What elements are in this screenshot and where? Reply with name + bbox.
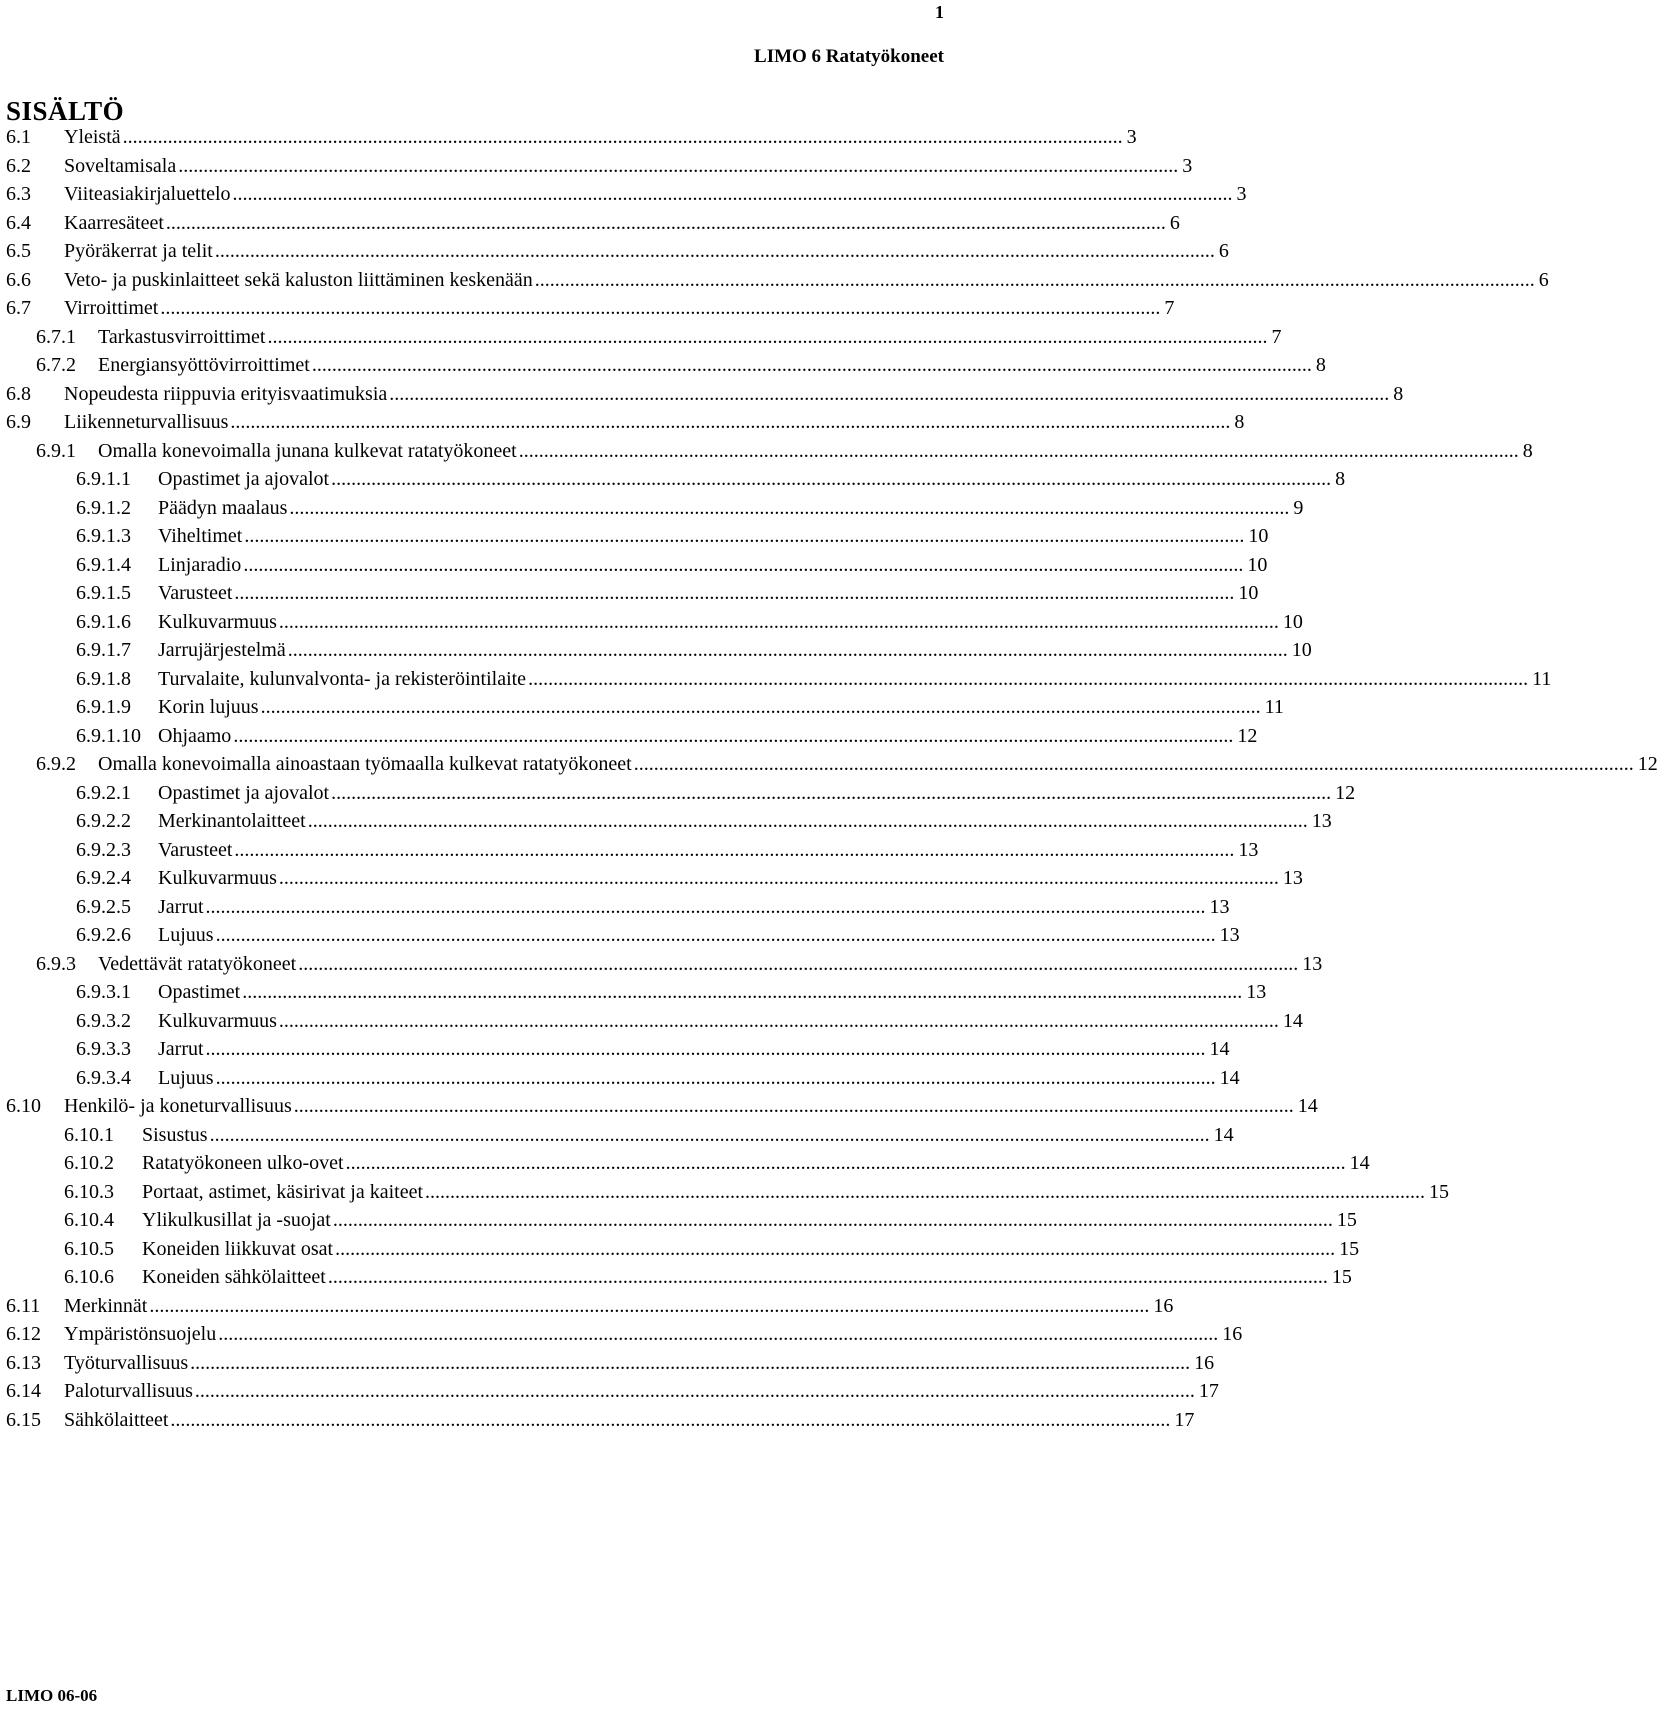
toc-entry-number: 6.9.2.1 bbox=[76, 781, 131, 804]
toc-entry-page: 14 bbox=[1213, 1123, 1234, 1146]
toc-dot-leader: ........................................................................................................................................................................................................ bbox=[205, 1038, 1206, 1060]
toc-entry-title: Omalla konevoimalla junana kulkevat ratatyökoneet bbox=[98, 439, 517, 462]
toc-dot-leader: ........................................................................................................................................................................................................ bbox=[190, 1351, 1191, 1374]
toc-entry-title: Opastimet ja ajovalot bbox=[158, 781, 330, 804]
toc-entry-number: 6.11 bbox=[6, 1294, 41, 1317]
toc-entry-page: 3 bbox=[1126, 126, 1137, 148]
toc-entry-title: Energiansyöttövirroittimet bbox=[98, 354, 310, 376]
toc-entry-page: 11 bbox=[1264, 696, 1284, 718]
toc-entry-page: 12 bbox=[1237, 724, 1258, 747]
toc-entry-title: Jarrujärjestelmä bbox=[158, 639, 286, 661]
toc-entry-title: Liikenneturvallisuus bbox=[64, 411, 229, 433]
toc-entry[interactable] bbox=[76, 610, 1303, 639]
toc-entry-number: 6.6 bbox=[6, 268, 31, 291]
toc-entry-title: Työturvallisuus bbox=[64, 1351, 189, 1374]
toc-entry-number: 6.9.3 bbox=[36, 952, 76, 975]
toc-entry-number: 6.9.2.6 bbox=[76, 924, 131, 946]
toc-entry-page: 11 bbox=[1532, 667, 1552, 690]
toc-entry-page: 10 bbox=[1247, 553, 1268, 576]
toc-entry-title: Kulkuvarmuus bbox=[158, 610, 277, 633]
toc-entry-page: 14 bbox=[1297, 1095, 1318, 1117]
toc-entry[interactable] bbox=[76, 1009, 1303, 1038]
toc-entry[interactable] bbox=[6, 1408, 1195, 1437]
toc-entry[interactable] bbox=[76, 582, 1259, 610]
toc-entry-number: 6.1 bbox=[6, 126, 31, 148]
toc-entry-title: Varusteet bbox=[158, 582, 233, 604]
toc-entry-number: 6.9.3.1 bbox=[76, 981, 131, 1003]
toc-entry-number: 6.9.1.6 bbox=[76, 610, 131, 633]
toc-entry[interactable] bbox=[36, 325, 1282, 354]
toc-entry-page: 13 bbox=[1246, 981, 1267, 1003]
toc-entry[interactable] bbox=[76, 867, 1303, 895]
toc-dot-leader: ........................................................................................................................................................................................................ bbox=[287, 639, 1288, 661]
toc-entry-title: Jarrut bbox=[158, 1038, 204, 1060]
toc-entry-number: 6.5 bbox=[6, 240, 31, 262]
toc-entry-title: Sisustus bbox=[142, 1123, 208, 1146]
toc-entry-number: 6.10.2 bbox=[64, 1152, 114, 1174]
toc-entry-number: 6.10.6 bbox=[64, 1266, 114, 1288]
toc-entry-title: Virroittimet bbox=[64, 297, 159, 319]
toc-dot-leader: ........................................................................................................................................................................................................ bbox=[534, 268, 1535, 291]
toc-entry-page: 7 bbox=[1271, 325, 1282, 348]
toc-entry-title: Koneiden sähkölaitteet bbox=[142, 1266, 326, 1288]
toc-dot-leader: ........................................................................................................................................................................................................ bbox=[218, 1323, 1219, 1345]
toc-entry-number: 6.9.1.7 bbox=[76, 639, 131, 661]
toc-entry[interactable] bbox=[76, 496, 1304, 525]
toc-entry-title: Ohjaamo bbox=[158, 724, 232, 747]
toc-entry-title: Opastimet ja ajovalot bbox=[158, 468, 330, 490]
toc-entry[interactable] bbox=[76, 895, 1230, 924]
toc-dot-leader: ........................................................................................................................................................................................................ bbox=[335, 1237, 1336, 1260]
toc-entry-page: 13 bbox=[1219, 924, 1240, 946]
toc-dot-leader: ........................................................................................................................................................................................................ bbox=[528, 667, 1529, 690]
toc-entry-number: 6.13 bbox=[6, 1351, 41, 1374]
document-header-title: LIMO 6 Ratatyökoneet bbox=[754, 46, 944, 67]
toc-entry-number: 6.10.4 bbox=[64, 1209, 114, 1231]
toc-entry[interactable] bbox=[6, 1380, 1219, 1408]
toc-dot-leader: ........................................................................................................................................................................................................ bbox=[194, 1380, 1195, 1402]
toc-entry[interactable] bbox=[64, 1237, 1360, 1266]
toc-entry[interactable] bbox=[64, 1266, 1352, 1294]
toc-dot-leader: ........................................................................................................................................................................................................ bbox=[170, 1408, 1171, 1431]
toc-entry-number: 6.9.2.2 bbox=[76, 810, 131, 832]
page-number: 1 bbox=[935, 2, 944, 22]
toc-entry[interactable] bbox=[6, 183, 1247, 211]
toc-entry-page: 10 bbox=[1248, 525, 1269, 547]
toc-dot-leader: ........................................................................................................................................................................................................ bbox=[633, 753, 1634, 775]
toc-entry-page: 13 bbox=[1311, 810, 1332, 832]
toc-entry-title: Yleistä bbox=[64, 126, 121, 148]
toc-entry-title: Soveltamisala bbox=[64, 154, 177, 177]
toc-entry-page: 8 bbox=[1335, 468, 1346, 490]
toc-entry-page: 15 bbox=[1336, 1209, 1357, 1231]
toc-entry-title: Lujuus bbox=[158, 1066, 214, 1089]
toc-dot-leader: ........................................................................................................................................................................................................ bbox=[178, 154, 1179, 177]
toc-dot-leader: ........................................................................................................................................................................................................ bbox=[149, 1294, 1150, 1317]
toc-entry-title: Varusteet bbox=[158, 838, 233, 861]
toc-entry-page: 16 bbox=[1222, 1323, 1243, 1345]
toc-dot-leader: ........................................................................................................................................................................................................ bbox=[331, 468, 1332, 490]
toc-dot-leader: ........................................................................................................................................................................................................ bbox=[205, 895, 1206, 918]
toc-entry-page: 10 bbox=[1238, 582, 1259, 604]
toc-dot-leader: ........................................................................................................................................................................................................ bbox=[278, 867, 1279, 889]
toc-entry[interactable] bbox=[6, 126, 1137, 154]
toc-entry-number: 6.7.2 bbox=[36, 354, 76, 376]
toc-entry-number: 6.8 bbox=[6, 382, 31, 405]
toc-entry-title: Veto- ja puskinlaitteet sekä kaluston liittäminen keskenään bbox=[64, 268, 533, 291]
toc-dot-leader: ........................................................................................................................................................................................................ bbox=[307, 810, 1308, 832]
toc-entry-number: 6.10.1 bbox=[64, 1123, 114, 1146]
document-footer: LIMO 06-06 bbox=[6, 1686, 98, 1705]
toc-entry[interactable] bbox=[76, 667, 1552, 696]
toc-entry-number: 6.2 bbox=[6, 154, 31, 177]
toc-entry-title: Nopeudesta riippuvia erityisvaatimuksia bbox=[64, 382, 388, 405]
toc-entry[interactable] bbox=[76, 838, 1259, 867]
toc-entry-number: 6.9 bbox=[6, 411, 31, 433]
toc-entry-number: 6.10 bbox=[6, 1095, 41, 1117]
toc-entry[interactable] bbox=[64, 1209, 1357, 1237]
toc-entry[interactable] bbox=[76, 525, 1269, 553]
toc-entry[interactable] bbox=[36, 439, 1533, 468]
toc-entry-number: 6.9.1.8 bbox=[76, 667, 131, 690]
toc-entry-page: 15 bbox=[1331, 1266, 1352, 1288]
toc-entry-page: 3 bbox=[1182, 154, 1193, 177]
toc-dot-leader: ........................................................................................................................................................................................................ bbox=[260, 696, 1261, 718]
toc-entry[interactable] bbox=[76, 1066, 1240, 1095]
toc-dot-leader: ........................................................................................................................................................................................................ bbox=[518, 439, 1519, 462]
toc-entry-page: 10 bbox=[1282, 610, 1303, 633]
toc-dot-leader: ........................................................................................................................................................................................................ bbox=[215, 1066, 1216, 1089]
toc-entry[interactable] bbox=[76, 696, 1284, 724]
toc-entry[interactable] bbox=[76, 781, 1356, 810]
toc-entry-number: 6.9.2.3 bbox=[76, 838, 131, 861]
toc-entry[interactable] bbox=[6, 211, 1180, 240]
toc-dot-leader: ........................................................................................................................................................................................................ bbox=[160, 297, 1161, 319]
toc-entry[interactable] bbox=[36, 952, 1323, 981]
toc-entry-page: 12 bbox=[1335, 781, 1356, 804]
toc-dot-leader: ........................................................................................................................................................................................................ bbox=[293, 1095, 1294, 1117]
toc-entry-page: 12 bbox=[1637, 753, 1658, 775]
toc-entry-number: 6.12 bbox=[6, 1323, 41, 1345]
toc-dot-leader: ........................................................................................................................................................................................................ bbox=[327, 1266, 1328, 1288]
toc-entry-number: 6.9.3.3 bbox=[76, 1038, 131, 1060]
toc-entry-title: Omalla konevoimalla ainoastaan työmaalla kulkevat ratatyökoneet bbox=[98, 753, 632, 775]
toc-entry-number: 6.10.3 bbox=[64, 1180, 114, 1203]
toc-entry[interactable] bbox=[6, 240, 1229, 268]
toc-entry-number: 6.9.1.5 bbox=[76, 582, 131, 604]
toc-entry-page: 15 bbox=[1429, 1180, 1450, 1203]
toc-entry-page: 6 bbox=[1218, 240, 1229, 262]
toc-entry-number: 6.9.1.3 bbox=[76, 525, 131, 547]
toc-dot-leader: ........................................................................................................................................................................................................ bbox=[425, 1180, 1426, 1203]
toc-dot-leader: ........................................................................................................................................................................................................ bbox=[298, 952, 1299, 975]
toc-entry-page: 9 bbox=[1293, 496, 1304, 519]
toc-entry[interactable] bbox=[6, 1323, 1243, 1351]
toc-entry-page: 6 bbox=[1538, 268, 1549, 291]
toc-entry[interactable] bbox=[76, 1038, 1230, 1066]
toc-entry-title: Portaat, astimet, käsirivat ja kaiteet bbox=[142, 1180, 424, 1203]
toc-dot-leader: ........................................................................................................................................................................................................ bbox=[234, 838, 1235, 861]
toc-entry-number: 6.7 bbox=[6, 297, 31, 319]
toc-entry-page: 14 bbox=[1282, 1009, 1303, 1032]
toc-entry-title: Koneiden liikkuvat osat bbox=[142, 1237, 334, 1260]
toc-entry-title: Merkinnät bbox=[64, 1294, 148, 1317]
toc-entry-title: Opastimet bbox=[158, 981, 241, 1003]
toc-entry[interactable] bbox=[6, 154, 1193, 183]
toc-entry-page: 3 bbox=[1236, 183, 1247, 205]
toc-entry-title: Ympäristönsuojelu bbox=[64, 1323, 217, 1345]
toc-entry[interactable] bbox=[36, 753, 1658, 781]
toc-entry-number: 6.15 bbox=[6, 1408, 41, 1431]
toc-entry[interactable] bbox=[6, 1351, 1215, 1380]
toc-entry-title: Sähkölaitteet bbox=[64, 1408, 169, 1431]
toc-entry[interactable] bbox=[64, 1152, 1370, 1180]
toc-entry-title: Pyöräkerrat ja telit bbox=[64, 240, 213, 262]
toc-entry-title: Jarrut bbox=[158, 895, 204, 918]
toc-entry-title: Viheltimet bbox=[158, 525, 243, 547]
toc-entry-title: Korin lujuus bbox=[158, 696, 259, 718]
toc-entry-page: 8 bbox=[1315, 354, 1326, 376]
toc-entry-number: 6.9.1.1 bbox=[76, 468, 131, 490]
toc-dot-leader: ........................................................................................................................................................................................................ bbox=[232, 183, 1233, 205]
toc-dot-leader: ........................................................................................................................................................................................................ bbox=[311, 354, 1312, 376]
toc-dot-leader: ........................................................................................................................................................................................................ bbox=[230, 411, 1231, 433]
toc-entry-page: 8 bbox=[1234, 411, 1245, 433]
toc-entry-page: 13 bbox=[1209, 895, 1230, 918]
toc-entry[interactable] bbox=[36, 354, 1326, 382]
toc-entry[interactable] bbox=[64, 1123, 1234, 1152]
toc-dot-leader: ........................................................................................................................................................................................................ bbox=[278, 1009, 1279, 1032]
toc-dot-leader: ........................................................................................................................................................................................................ bbox=[332, 1209, 1333, 1231]
toc-dot-leader: ........................................................................................................................................................................................................ bbox=[289, 496, 1290, 519]
toc-dot-leader: ........................................................................................................................................................................................................ bbox=[215, 924, 1216, 946]
toc-entry-page: 14 bbox=[1219, 1066, 1240, 1089]
toc-entry-number: 6.9.1 bbox=[36, 439, 76, 462]
toc-entry[interactable] bbox=[76, 981, 1267, 1009]
toc-entry-number: 6.9.2.5 bbox=[76, 895, 131, 918]
toc-entry[interactable] bbox=[76, 639, 1312, 667]
toc-entry-number: 6.9.2.4 bbox=[76, 867, 131, 889]
toc-entry-number: 6.3 bbox=[6, 183, 31, 205]
toc-dot-leader: ........................................................................................................................................................................................................ bbox=[234, 582, 1235, 604]
toc-dot-leader: ........................................................................................................................................................................................................ bbox=[278, 610, 1279, 633]
toc-entry-title: Viiteasiakirjaluettelo bbox=[64, 183, 231, 205]
toc-entry-page: 13 bbox=[1282, 867, 1303, 889]
toc-entry-title: Ylikulkusillat ja -suojat bbox=[142, 1209, 331, 1231]
toc-entry-title: Kaarresäteet bbox=[64, 211, 164, 234]
toc-entry[interactable] bbox=[76, 553, 1268, 582]
toc-entry-page: 8 bbox=[1522, 439, 1533, 462]
toc-entry-number: 6.10.5 bbox=[64, 1237, 114, 1260]
toc-entry-page: 7 bbox=[1164, 297, 1175, 319]
toc-dot-leader: ........................................................................................................................................................................................................ bbox=[389, 382, 1390, 405]
toc-entry-page: 10 bbox=[1291, 639, 1312, 661]
toc-dot-leader: ........................................................................................................................................................................................................ bbox=[209, 1123, 1210, 1146]
toc-entry-title: Tarkastusvirroittimet bbox=[98, 325, 266, 348]
toc-entry[interactable] bbox=[64, 1180, 1450, 1209]
toc-entry-title: Paloturvallisuus bbox=[64, 1380, 193, 1402]
toc-entry-page: 17 bbox=[1198, 1380, 1219, 1402]
toc-dot-leader: ........................................................................................................................................................................................................ bbox=[242, 981, 1243, 1003]
toc-entry-page: 16 bbox=[1194, 1351, 1215, 1374]
toc-entry-number: 6.4 bbox=[6, 211, 31, 234]
toc-entry[interactable] bbox=[6, 297, 1175, 325]
toc-entry[interactable] bbox=[6, 268, 1549, 297]
toc-entry[interactable] bbox=[6, 1294, 1174, 1323]
toc-entry-title: Turvalaite, kulunvalvonta- ja rekisteröintilaite bbox=[158, 667, 527, 690]
toc-entry-title: Kulkuvarmuus bbox=[158, 867, 277, 889]
toc-entry-page: 6 bbox=[1169, 211, 1180, 234]
toc-entry[interactable] bbox=[6, 382, 1404, 411]
toc-entry-title: Päädyn maalaus bbox=[158, 496, 288, 519]
toc-entry-number: 6.14 bbox=[6, 1380, 41, 1402]
toc-entry-page: 13 bbox=[1238, 838, 1259, 861]
toc-entry-title: Henkilö- ja koneturvallisuus bbox=[64, 1095, 292, 1117]
toc-entry-page: 17 bbox=[1174, 1408, 1195, 1431]
toc-entry[interactable] bbox=[76, 810, 1332, 838]
toc-dot-leader: ........................................................................................................................................................................................................ bbox=[165, 211, 1166, 234]
toc-entry[interactable] bbox=[76, 468, 1346, 496]
toc-entry-title: Merkinantolaitteet bbox=[158, 810, 306, 832]
toc-entry-title: Vedettävät ratatyökoneet bbox=[98, 952, 297, 975]
toc-entry[interactable] bbox=[6, 1095, 1318, 1123]
toc-dot-leader: ........................................................................................................................................................................................................ bbox=[345, 1152, 1346, 1174]
toc-entry-number: 6.9.1.2 bbox=[76, 496, 131, 519]
toc-dot-leader: ........................................................................................................................................................................................................ bbox=[233, 724, 1234, 747]
toc-dot-leader: ........................................................................................................................................................................................................ bbox=[244, 525, 1245, 547]
toc-entry-title: Ratatyökoneen ulko-ovet bbox=[142, 1152, 344, 1174]
toc-dot-leader: ........................................................................................................................................................................................................ bbox=[331, 781, 1332, 804]
toc-entry-title: Kulkuvarmuus bbox=[158, 1009, 277, 1032]
toc-entry-number: 6.9.1.10 bbox=[76, 724, 141, 747]
toc-dot-leader: ........................................................................................................................................................................................................ bbox=[267, 325, 1268, 348]
toc-entry-number: 6.7.1 bbox=[36, 325, 76, 348]
toc-entry-page: 15 bbox=[1339, 1237, 1360, 1260]
toc-entry-number: 6.9.2 bbox=[36, 753, 76, 775]
toc-dot-leader: ........................................................................................................................................................................................................ bbox=[122, 126, 1123, 148]
toc-entry[interactable] bbox=[76, 924, 1240, 952]
toc-entry-page: 14 bbox=[1209, 1038, 1230, 1060]
toc-entry-page: 13 bbox=[1302, 952, 1323, 975]
toc-entry-number: 6.9.3.4 bbox=[76, 1066, 131, 1089]
toc-entry-number: 6.9.1.4 bbox=[76, 553, 131, 576]
toc-entry-title: Linjaradio bbox=[158, 553, 242, 576]
toc-entry-number: 6.9.3.2 bbox=[76, 1009, 131, 1032]
toc-heading: SISÄLTÖ bbox=[6, 96, 125, 126]
toc-entry-page: 8 bbox=[1393, 382, 1404, 405]
toc-entry[interactable] bbox=[76, 724, 1258, 753]
toc-dot-leader: ........................................................................................................................................................................................................ bbox=[243, 553, 1244, 576]
toc-dot-leader: ........................................................................................................................................................................................................ bbox=[214, 240, 1215, 262]
toc-entry-number: 6.9.1.9 bbox=[76, 696, 131, 718]
toc-entry-page: 14 bbox=[1349, 1152, 1370, 1174]
toc-entry-page: 16 bbox=[1153, 1294, 1174, 1317]
toc-entry-title: Lujuus bbox=[158, 924, 214, 946]
toc-entry[interactable] bbox=[6, 411, 1245, 439]
